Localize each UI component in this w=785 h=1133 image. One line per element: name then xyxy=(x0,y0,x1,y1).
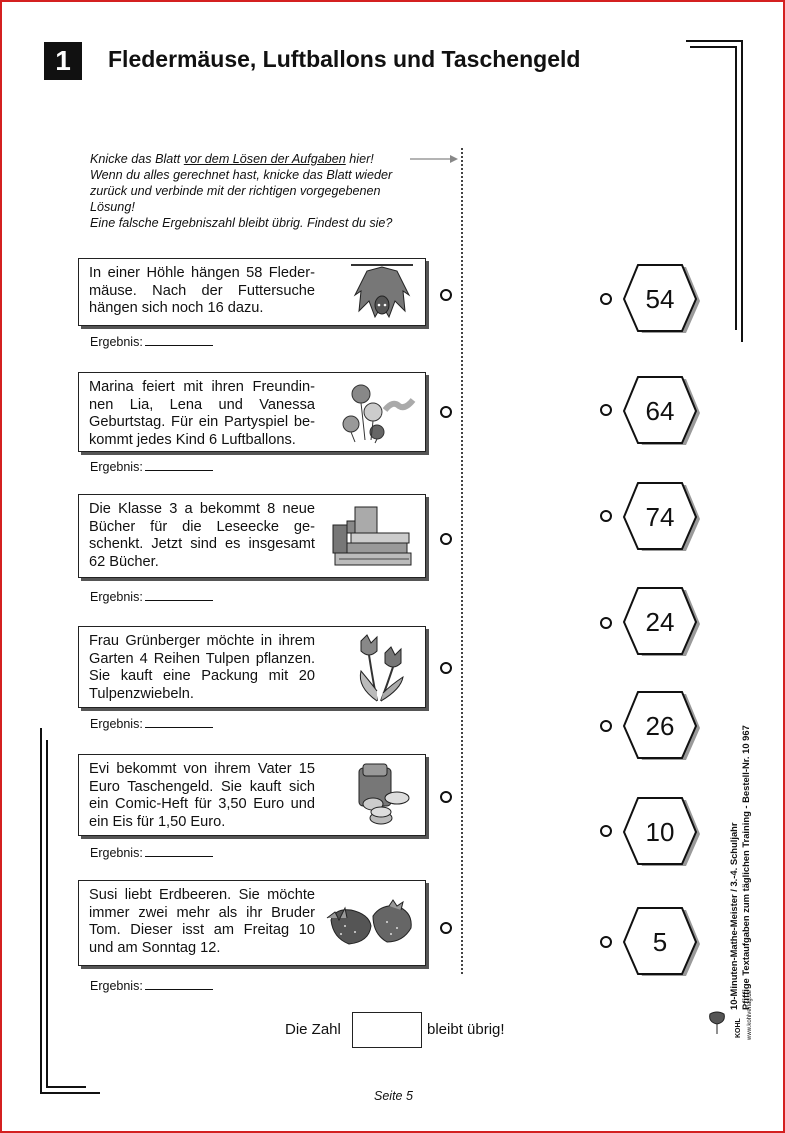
corner-line-top-inner xyxy=(690,46,735,48)
corner-line-right-inner xyxy=(735,46,737,330)
task-connector-6[interactable] xyxy=(440,922,452,934)
series-info-line2: Pfiffige Textaufgaben zum täglichen Training - Bestell-Nr. 10 967 xyxy=(740,725,751,1010)
publisher-name: KOHL xyxy=(735,1018,742,1038)
answer-hexagon-6 xyxy=(620,796,700,868)
ergebnis-blank[interactable] xyxy=(145,727,213,728)
answer-connector-2[interactable] xyxy=(600,404,612,416)
task-card-3 xyxy=(78,494,426,578)
answer-connector-1[interactable] xyxy=(600,293,612,305)
ergebnis-1 xyxy=(90,335,213,349)
ergebnis-4 xyxy=(90,717,213,731)
ergebnis-6 xyxy=(90,979,213,993)
ergebnis-blank[interactable] xyxy=(145,345,213,346)
worksheet-number: 1 xyxy=(44,42,82,80)
task-connector-1[interactable] xyxy=(440,289,452,301)
wallet-coins-icon xyxy=(351,760,417,830)
books-icon xyxy=(329,501,417,571)
answer-value: 5 xyxy=(652,926,668,957)
bat-icon xyxy=(347,261,417,323)
ergebnis-3 xyxy=(90,590,213,604)
task-text-5: Evi bekommt von ihrem Vater 15 Euro Taschengeld. Sie kauft sich ein Comic-Heft für 3,50 Euro und ein Eis für 1,50 Euro. xyxy=(89,761,315,830)
worksheet-title: Fledermäuse, Luftballons und Taschengeld xyxy=(108,46,581,72)
ergebnis-blank[interactable] xyxy=(145,600,213,601)
corner-line-bottom-inner xyxy=(46,1086,86,1088)
task-text-1: In einer Höhle hängen 58 Fleder-mäuse. Nach der Futtersuche hängen sich noch 16 dazu. xyxy=(89,265,315,316)
task-card-1 xyxy=(78,258,426,326)
task-card-5 xyxy=(78,754,426,836)
arrow-right-icon xyxy=(410,154,460,164)
task-text-3: Die Klasse 3 a bekommt 8 neue Bücher für die Leseecke ge-schenkt. Jetzt sind es insgesamt 62 Bücher. xyxy=(89,501,315,570)
answer-value: 10 xyxy=(645,816,675,847)
answer-hexagon-1 xyxy=(620,263,700,335)
answer-hexagon-4 xyxy=(620,586,700,658)
answer-value: 54 xyxy=(645,283,675,314)
corner-line-bottom xyxy=(40,1092,100,1094)
answer-connector-7[interactable] xyxy=(600,936,612,948)
leftover-label-before: Die Zahl xyxy=(285,1021,341,1038)
task-text-4: Frau Grünberger möchte in ihrem Garten 4 Reihen Tulpen pflanzen. Sie kauft eine Packung mit 20 Tulpenzwiebeln. xyxy=(89,633,315,702)
ergebnis-label: Ergebnis: xyxy=(90,335,143,349)
instr-line1-a: Knicke das Blatt xyxy=(90,152,184,166)
task-connector-2[interactable] xyxy=(440,406,452,418)
instr-line5: Eine falsche Ergebniszahl bleibt übrig. Findest du sie? xyxy=(90,216,393,230)
ergebnis-2 xyxy=(90,460,213,474)
answer-hexagon-3 xyxy=(620,481,700,553)
task-connector-4[interactable] xyxy=(440,662,452,674)
corner-line-top xyxy=(686,40,742,42)
instructions xyxy=(90,151,430,231)
answer-value: 64 xyxy=(645,395,675,426)
answer-connector-4[interactable] xyxy=(600,617,612,629)
answer-value: 24 xyxy=(645,606,675,637)
corner-line-left xyxy=(40,728,42,1093)
series-info xyxy=(728,590,752,1010)
ergebnis-label: Ergebnis: xyxy=(90,717,143,731)
ergebnis-blank[interactable] xyxy=(145,989,213,990)
task-connector-5[interactable] xyxy=(440,791,452,803)
task-card-2 xyxy=(78,372,426,452)
instr-line1-underlined: vor dem Lösen der Aufgaben xyxy=(183,152,346,166)
answer-connector-5[interactable] xyxy=(600,720,612,732)
strawberries-icon xyxy=(325,898,417,948)
instr-line3: zurück und verbinde mit der richtigen vorgegebenen xyxy=(90,184,381,198)
answer-hexagon-5 xyxy=(620,690,700,762)
task-card-4 xyxy=(78,626,426,708)
fold-line xyxy=(461,148,463,974)
ergebnis-blank[interactable] xyxy=(145,470,213,471)
balloons-icon xyxy=(341,380,417,444)
instr-line4: Lösung! xyxy=(90,200,135,214)
ergebnis-label: Ergebnis: xyxy=(90,846,143,860)
task-text-6: Susi liebt Erdbeeren. Sie möchte immer zwei mehr als ihr Bruder Tom. Dieser isst am Freitag 10 und am Sonntag 12. xyxy=(89,887,315,956)
publisher-website: www.kohlverlag.de xyxy=(747,989,753,1040)
task-connector-3[interactable] xyxy=(440,533,452,545)
ergebnis-blank[interactable] xyxy=(145,856,213,857)
tulips-icon xyxy=(351,631,417,703)
answer-hexagon-2 xyxy=(620,375,700,447)
instr-line1-b: hier! xyxy=(345,152,374,166)
instr-line2: Wenn du alles gerechnet hast, knicke das Blatt wieder xyxy=(90,168,393,182)
publisher-logo-icon xyxy=(706,1010,728,1036)
answer-value: 26 xyxy=(645,710,675,741)
series-info-line1: 10-Minuten-Mathe-Meister / 3.-4. Schuljahr xyxy=(728,822,739,1010)
leftover-label-after: bleibt übrig! xyxy=(427,1021,505,1038)
answer-hexagon-7 xyxy=(620,906,700,978)
task-text-2: Marina feiert mit ihren Freundin-nen Lia, Lena und Vanessa Geburtstag. Für ein Partyspiel be-kommt jedes Kind 6 Luftballons. xyxy=(89,379,315,448)
task-card-6 xyxy=(78,880,426,966)
leftover-answer-box[interactable] xyxy=(352,1012,422,1048)
answer-connector-3[interactable] xyxy=(600,510,612,522)
answer-connector-6[interactable] xyxy=(600,825,612,837)
ergebnis-5 xyxy=(90,846,213,860)
ergebnis-label: Ergebnis: xyxy=(90,979,143,993)
corner-line-right xyxy=(741,40,743,342)
answer-value: 74 xyxy=(645,501,675,532)
corner-line-left-inner xyxy=(46,740,48,1086)
ergebnis-label: Ergebnis: xyxy=(90,590,143,604)
ergebnis-label: Ergebnis: xyxy=(90,460,143,474)
page-number: Seite 5 xyxy=(374,1089,413,1103)
